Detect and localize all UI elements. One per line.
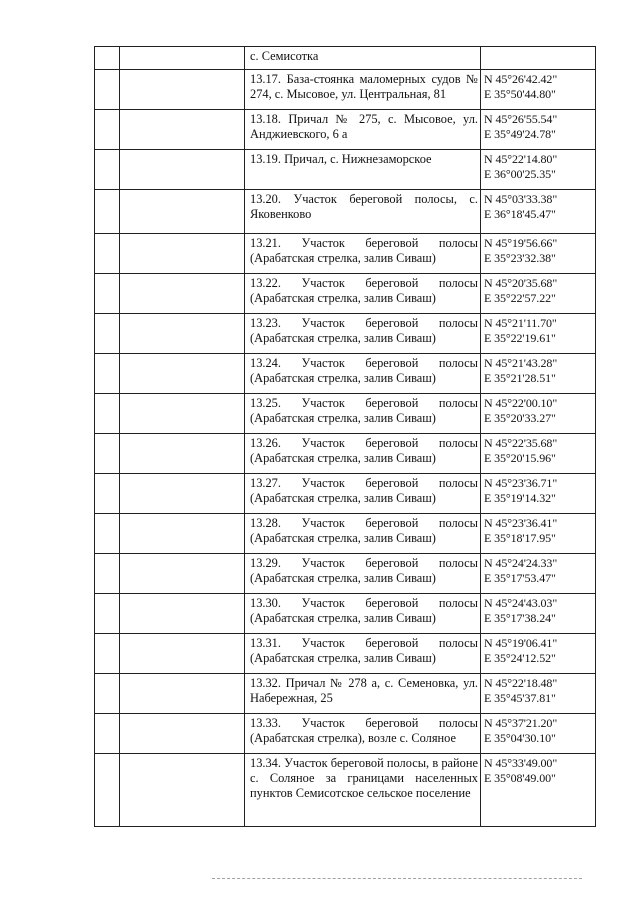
longitude: E 35°19'14.32" [484,491,556,506]
latitude: N 45°22'18.48" [484,676,558,690]
table-row [95,434,596,474]
locations-table [94,46,596,827]
blank-cell-2 [120,514,245,554]
location-description: 13.30. Участок береговой полосы (Арабатская стрелка, залив Сиваш) [245,594,481,634]
latitude: N 45°03'33.38" [484,192,558,206]
location-description: 13.22. Участок береговой полосы (Арабатская стрелка, залив Сиваш) [245,274,481,314]
latitude: N 45°21'43.28" [484,356,558,370]
blank-cell-2 [120,634,245,674]
longitude: E 35°18'17.95" [484,531,556,546]
table-body [95,47,596,827]
table-row [95,634,596,674]
location-description: 13.34. Участок береговой полосы, в районе с. Соляное за границами населенных пунктов Семисотское сельское поселение [245,754,481,827]
location-description: с. Семисотка [245,47,481,70]
coordinates-cell [481,70,596,110]
table-row [95,714,596,754]
table-row [95,354,596,394]
longitude: E 35°17'38.24" [484,611,556,626]
blank-cell-2 [120,110,245,150]
longitude: E 35°24'12.52" [484,651,556,666]
latitude: N 45°26'42.42" [484,72,558,86]
table-row [95,47,596,70]
location-description: 13.26. Участок береговой полосы (Арабатская стрелка, залив Сиваш) [245,434,481,474]
latitude: N 45°22'00.10" [484,396,558,410]
blank-cell-2 [120,354,245,394]
blank-cell-1 [95,354,120,394]
latitude: N 45°24'43.03" [484,596,558,610]
table-row [95,594,596,634]
table-row [95,110,596,150]
blank-cell-1 [95,190,120,234]
latitude: N 45°37'21.20" [484,716,558,730]
blank-cell-2 [120,554,245,594]
coordinates-cell [481,234,596,274]
longitude: E 35°23'32.38" [484,251,556,266]
blank-cell-1 [95,234,120,274]
longitude: E 35°20'15.96" [484,451,556,466]
longitude: E 35°20'33.27" [484,411,556,426]
coordinates-cell [481,434,596,474]
blank-cell-1 [95,474,120,514]
table-row [95,274,596,314]
blank-cell-2 [120,314,245,354]
longitude: E 35°45'37.81" [484,691,556,706]
table-row [95,150,596,190]
coordinates-cell [481,314,596,354]
location-description: 13.33. Участок береговой полосы (Арабатская стрелка), возле с. Соляное [245,714,481,754]
location-description: 13.27. Участок береговой полосы (Арабатская стрелка, залив Сиваш) [245,474,481,514]
blank-cell-1 [95,70,120,110]
blank-cell-2 [120,714,245,754]
coordinates-cell [481,150,596,190]
coordinates-cell [481,110,596,150]
location-description: 13.29. Участок береговой полосы (Арабатская стрелка, залив Сиваш) [245,554,481,594]
blank-cell-1 [95,110,120,150]
coordinates-cell [481,274,596,314]
blank-cell-2 [120,190,245,234]
location-description: 13.20. Участок береговой полосы, с. Яковенково [245,190,481,234]
latitude: N 45°22'35.68" [484,436,558,450]
location-description: 13.25. Участок береговой полосы (Арабатская стрелка, залив Сиваш) [245,394,481,434]
table-row [95,514,596,554]
location-description: 13.32. Причал № 278 а, с. Семеновка, ул. Набережная, 25 [245,674,481,714]
latitude: N 45°19'06.41" [484,636,558,650]
longitude: E 35°17'53.47" [484,571,556,586]
blank-cell-2 [120,234,245,274]
longitude: E 35°50'44.80" [484,87,556,102]
latitude: N 45°21'11.70" [484,316,557,330]
latitude: N 45°23'36.41" [484,516,558,530]
blank-cell-2 [120,47,245,70]
blank-cell-1 [95,150,120,190]
blank-cell-2 [120,594,245,634]
coordinates-cell [481,554,596,594]
location-description: 13.28. Участок береговой полосы (Арабатская стрелка, залив Сиваш) [245,514,481,554]
latitude: N 45°26'55.54" [484,112,558,126]
longitude: E 35°22'19.61" [484,331,556,346]
coordinates-cell [481,47,596,70]
latitude: N 45°19'56.66" [484,236,558,250]
blank-cell-1 [95,514,120,554]
latitude: N 45°20'35.68" [484,276,558,290]
blank-cell-1 [95,554,120,594]
blank-cell-1 [95,47,120,70]
table-row [95,474,596,514]
table-row [95,754,596,827]
coordinates-cell [481,714,596,754]
location-description: 13.19. Причал, с. Нижнезаморское [245,150,481,190]
location-description: 13.31. Участок береговой полосы (Арабатская стрелка, залив Сиваш) [245,634,481,674]
blank-cell-2 [120,150,245,190]
blank-cell-1 [95,754,120,827]
coordinates-cell [481,190,596,234]
blank-cell-1 [95,674,120,714]
location-description: 13.21. Участок береговой полосы (Арабатская стрелка, залив Сиваш) [245,234,481,274]
blank-cell-1 [95,274,120,314]
longitude: E 35°49'24.78" [484,127,556,142]
coordinates-cell [481,474,596,514]
coordinates-cell [481,354,596,394]
blank-cell-1 [95,594,120,634]
blank-cell-1 [95,314,120,354]
coordinates-cell [481,394,596,434]
latitude: N 45°22'14.80" [484,152,558,166]
table-row [95,234,596,274]
table-row [95,674,596,714]
location-description: 13.17. База-стоянка маломерных судов № 274, с. Мысовое, ул. Центральная, 81 [245,70,481,110]
coordinates-cell [481,754,596,827]
longitude: E 36°00'25.35" [484,167,556,182]
location-description: 13.18. Причал № 275, с. Мысовое, ул. Анджиевского, 6 а [245,110,481,150]
coordinates-cell [481,634,596,674]
longitude: E 35°22'57.22" [484,291,556,306]
table-row [95,394,596,434]
longitude: E 35°21'28.51" [484,371,556,386]
latitude: N 45°24'24.33" [484,556,558,570]
latitude: N 45°23'36.71" [484,476,558,490]
blank-cell-2 [120,394,245,434]
blank-cell-1 [95,714,120,754]
table-row [95,554,596,594]
blank-cell-1 [95,634,120,674]
latitude: N 45°33'49.00" [484,756,558,770]
coordinates-cell [481,674,596,714]
location-description: 13.24. Участок береговой полосы (Арабатская стрелка, залив Сиваш) [245,354,481,394]
blank-cell-2 [120,674,245,714]
blank-cell-1 [95,434,120,474]
blank-cell-2 [120,754,245,827]
table-row [95,190,596,234]
blank-cell-1 [95,394,120,434]
coordinates-cell [481,514,596,554]
longitude: E 35°04'30.10" [484,731,556,746]
table-row [95,314,596,354]
blank-cell-2 [120,70,245,110]
coordinates-cell [481,594,596,634]
table-row [95,70,596,110]
blank-cell-2 [120,474,245,514]
bottom-scan-rule [212,878,582,879]
longitude: E 36°18'45.47" [484,207,556,222]
blank-cell-2 [120,434,245,474]
location-description: 13.23. Участок береговой полосы (Арабатская стрелка, залив Сиваш) [245,314,481,354]
longitude: E 35°08'49.00" [484,771,556,786]
blank-cell-2 [120,274,245,314]
